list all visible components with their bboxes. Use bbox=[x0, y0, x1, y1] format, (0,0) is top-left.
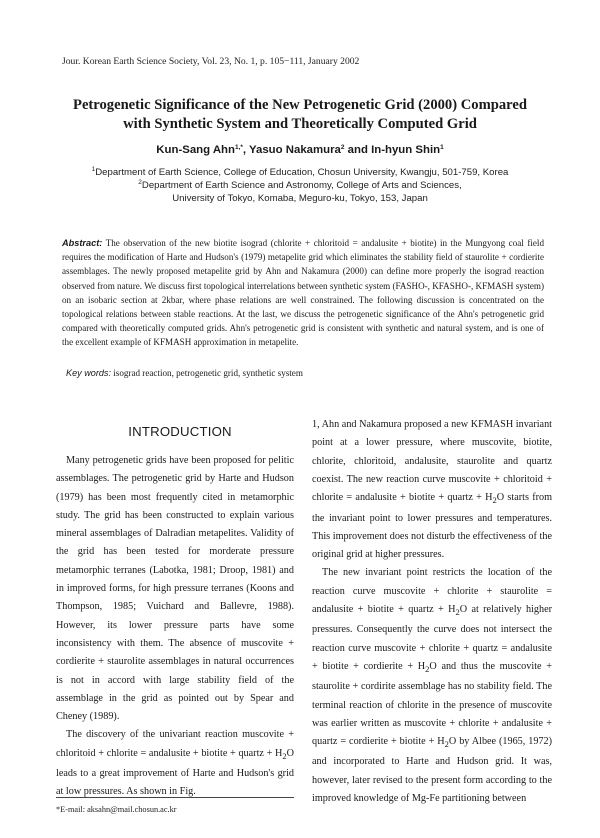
paragraph-text: O starts from the invariant point to lower pressures and temperatures. This improvement does not disturb the effectiveness of the original grid at higher pressures. bbox=[312, 492, 552, 561]
author-1: Kun-Sang Ahn bbox=[156, 144, 235, 156]
paragraph bbox=[56, 726, 294, 801]
subscript: 2 bbox=[425, 663, 430, 674]
paragraph bbox=[312, 564, 552, 808]
paragraph-text: O leads to a great improvement of Harte and Hudson's grid at low pressures. As shown in Fig. bbox=[56, 747, 294, 798]
journal-citation: Jour. Korean Earth Science Society, Vol. 23, No. 1, p. 105−111, January 2002 bbox=[62, 56, 360, 67]
keywords-label: Key words: bbox=[66, 368, 111, 378]
title-line-2: with Synthetic System and Theoretically Computed Grid bbox=[123, 116, 477, 132]
paragraph-text: 1, Ahn and Nakamura proposed a new KFMASH invariant point at a lower pressure, where muscovite, biotite, chlorite, chloritoid, andalusite, staurolite and quartz coexist. The new reaction curve muscovite + chloritoid + chlorite = andalusite + biotite + quartz + H bbox=[312, 419, 552, 504]
affiliation-2-mark: 2 bbox=[138, 179, 142, 186]
subscript: 2 bbox=[455, 607, 460, 618]
abstract-label: Abstract: bbox=[62, 238, 103, 248]
paragraph: Many petrogenetic grids have been proposed for pelitic assemblages. The petrogenetic grid by Harte and Hudson (1979) has been most frequently cited in metamorphic study. The grid has been constructed to explain various mineral assemblages of Dalradian metapelites. Validity of the grid has been tested for morderate pressure metamorphic terranes (Labotka, 1981; Droop, 1981) and in improved forms, for high pressure terranes (Koons and Thompson, 1985; Vuichard and Ballevre, 1988). However, its lower pressure parts have some inconsistency with them. The absence of muscovite + cordierite + staurolite assemblages in natural occurrences is not in accord with large stability field of the assemblage in the grid as pointed out by Spear and Cheney (1989). bbox=[56, 455, 294, 723]
paragraph-text: O and thus the muscovite + staurolite + cordirite assemblage has no stability field. The terminal reaction of chlorite in the presence of muscovite was earlier written as muscovite + chlorite + andalusite + quartz = cordierite + biotite + H bbox=[312, 660, 552, 748]
affiliation-2 bbox=[40, 180, 560, 191]
paragraph-text: O by Albee (1965, 1972) and incorporated to Harte and Hudson grid. It was, however, later revised to the present form according to the improved knowledge of Mg-Fe partitioning between bbox=[312, 736, 553, 805]
affiliation-1-text: Department of Earth Science, College of Education, Chosun University, Kwangju, 501-759, Korea bbox=[95, 167, 509, 178]
author-and: and bbox=[347, 144, 368, 156]
author-2-mark: 2 bbox=[340, 144, 345, 151]
subscript: 2 bbox=[444, 739, 449, 750]
title-line-1: Petrogenetic Significance of the New Petrogenetic Grid (2000) Compared bbox=[73, 97, 527, 113]
subscript: 2 bbox=[282, 750, 287, 761]
abstract-text: The observation of the new biotite isograd (chlorite + chloritoid = andalusite + biotite) in the Mungyong coal field requires the modification of Harte and Hudson's (1979) metapelite grid which eliminates the stability field of staurolite + cordierite assemblages. The newly proposed metapelite grid by Ahn and Nakamura (2000) can define more properly the isograd reaction observed from nature. We discuss first topological interrelations between synthetic system (FASHO-, KFASHO-, KFMASH system) on an isobaric section at 2kbar, where phase relations are well constrained. The following discussion is concentrated on the topological relations between stable reactions. At the last, we discuss the petrogenetic significance of the Ahn's petrogenetic grid compared with theoretically computed grids. Ahn's petrogenetic grid is consistent with synthetic and natural system, and is one of the excellent example of KFMASH approximation in metapelite. bbox=[62, 238, 544, 348]
author-1-mark: 1,* bbox=[234, 144, 243, 151]
keywords-text: isograd reaction, petrogenetic grid, synthetic system bbox=[113, 368, 303, 378]
paragraph-text: The discovery of the univariant reaction muscovite + chloritoid + chlorite = andalusite + biotite + quartz + H bbox=[56, 729, 294, 759]
author-separator: , bbox=[242, 144, 250, 156]
right-column bbox=[312, 416, 552, 808]
affiliation-2-continued: University of Tokyo, Komaba, Meguro-ku, Tokyo, 153, Japan bbox=[172, 193, 428, 204]
paper-title bbox=[40, 96, 560, 134]
affiliation-1-mark: 1 bbox=[91, 166, 96, 173]
affiliation-2-text: Department of Earth Science and Astronomy, College of Arts and Sciences, bbox=[141, 180, 462, 191]
subscript: 2 bbox=[492, 495, 497, 506]
affiliation-1 bbox=[40, 167, 560, 178]
author-2: Yasuo Nakamura bbox=[249, 144, 341, 156]
abstract bbox=[62, 236, 544, 350]
footnote-divider bbox=[56, 797, 294, 798]
author-3: In-hyun Shin bbox=[371, 144, 441, 156]
author-3-mark: 1 bbox=[440, 144, 444, 151]
left-column bbox=[56, 452, 294, 802]
paragraph-text: O at relatively higher pressures. Consequently the curve does not intersect the reaction curve muscovite + chlorite + quartz = andalusite + biotite + cordierite + H bbox=[312, 604, 552, 672]
footnote-email: *E-mail: aksahn@mail.chosun.ac.kr bbox=[56, 805, 177, 814]
section-heading-introduction: INTRODUCTION bbox=[128, 424, 232, 439]
author-list bbox=[40, 144, 560, 156]
paragraph-text: The new invariant point restricts the location of the reaction curve muscovite + chlorite + staurolite = andalusite + biotite + quartz + H bbox=[312, 567, 552, 615]
paragraph bbox=[312, 416, 552, 564]
keywords bbox=[66, 368, 536, 378]
